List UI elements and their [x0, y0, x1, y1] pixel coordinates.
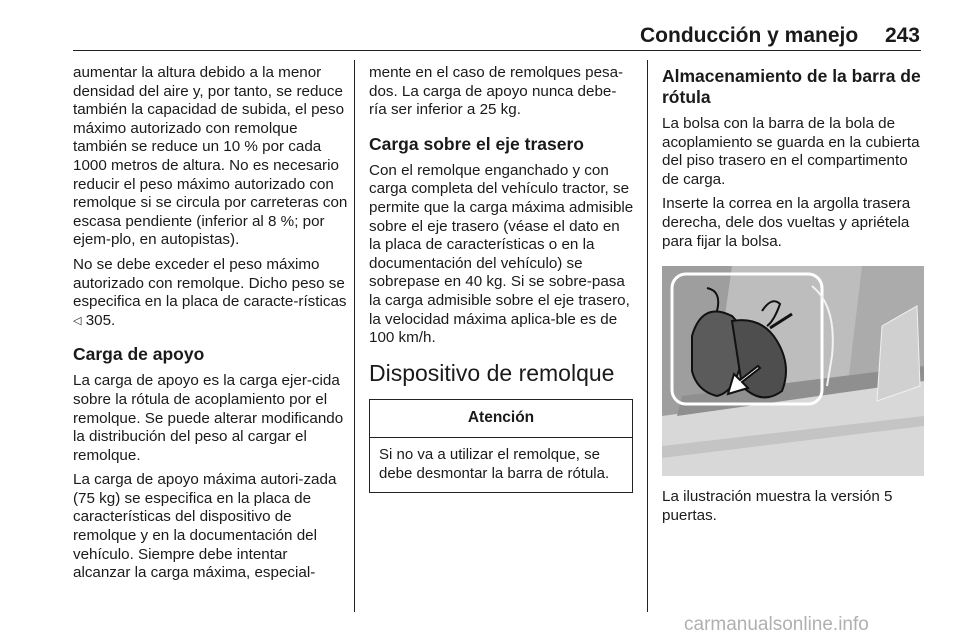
page-header-title: Conducción y manejo — [640, 24, 859, 47]
trunk-bag-illustration-icon — [662, 266, 924, 476]
paragraph-rear-axle: Con el remolque enganchado y con carga completa del vehículo tractor, se permite que la carga máxima admisible sobre el eje trasero (véase el dato en la placa de características o en la documentación del vehículo) se sobrepase en 40 kg. Si se sobre-pasa la carga admisible sobre el eje trasero, la velocidad máxima aplica-ble es de 100 km/h. — [369, 161, 634, 347]
paragraph-strap-instructions: Inserte la correa en la argolla trasera derecha, dele dos vueltas y apriétela para fijar la bolsa. — [662, 195, 911, 250]
paragraph-support-load-definition: La carga de apoyo es la carga ejer-cida sobre la rótula de acoplamiento por el remolque. Se puede alterar modificando la distribución del peso al cargar el remolque. — [73, 372, 344, 464]
column-divider-2 — [647, 60, 648, 612]
column-divider-1 — [354, 60, 355, 612]
heading-carga-de-apoyo: Carga de apoyo — [73, 344, 205, 365]
paragraph-altitude: aumentar la altura debido a la menor densidad del aire y, por tanto, se reduce también la capacidad de subida, el peso máximo autorizado con remolque también se reduce un 10 % por cada 1000 metros de altura. No es necesario reducir el peso máximo autorizado con remolque si se circula por carreteras con escasa pendiente (inferior al 8 %; por ejem-plo, en autopistas). — [73, 64, 348, 249]
heading-dispositivo-de-remolque: Dispositivo de remolque — [369, 359, 615, 386]
heading-storage-tow-bar: Almacenamiento de la barra de rótula — [662, 66, 921, 107]
paragraph-bag-location: La bolsa con la barra de la bola de acoplamiento se guarda en la cubierta del piso trasero en el compartimento de carga. — [662, 115, 920, 188]
paragraph-heavy-trailers: mente en el caso de remolques pesa-dos. La carga de apoyo nunca debe-ría ser inferior a 25 kg. — [369, 64, 624, 119]
heading-rear-axle-load: Carga sobre el eje trasero — [369, 133, 584, 154]
paragraph-support-load-max: La carga de apoyo máxima autori-zada (75 kg) se especifica en la placa de características del dispositivo de remolque y en la documentación del vehículo. Siempre debe intentar alcanzar la carga máxima, especial- — [73, 471, 337, 582]
header-rule — [73, 50, 921, 51]
page-number: 243 — [884, 24, 920, 47]
watermark: carmanualsonline.info — [684, 614, 869, 635]
column-1 — [73, 64, 348, 589]
max-weight-text: No se debe exceder el peso máximo autorizado con remolque. Dicho peso se especifica en la placa de caracte-rísticas — [73, 255, 347, 311]
column-3 — [662, 64, 924, 531]
illustration-caption: La ilustración muestra la versión 5 puertas. — [662, 488, 893, 524]
notice-body: Si no va a utilizar el remolque, se debe desmontar la barra de rótula. — [379, 446, 610, 482]
page-reference-icon: ◁ — [73, 314, 82, 327]
notice-box — [369, 399, 633, 494]
paragraph-max-weight — [73, 256, 348, 330]
column-2 — [369, 64, 634, 493]
page-reference-link[interactable]: 305. — [85, 311, 116, 329]
notice-title: Atención — [370, 400, 632, 439]
